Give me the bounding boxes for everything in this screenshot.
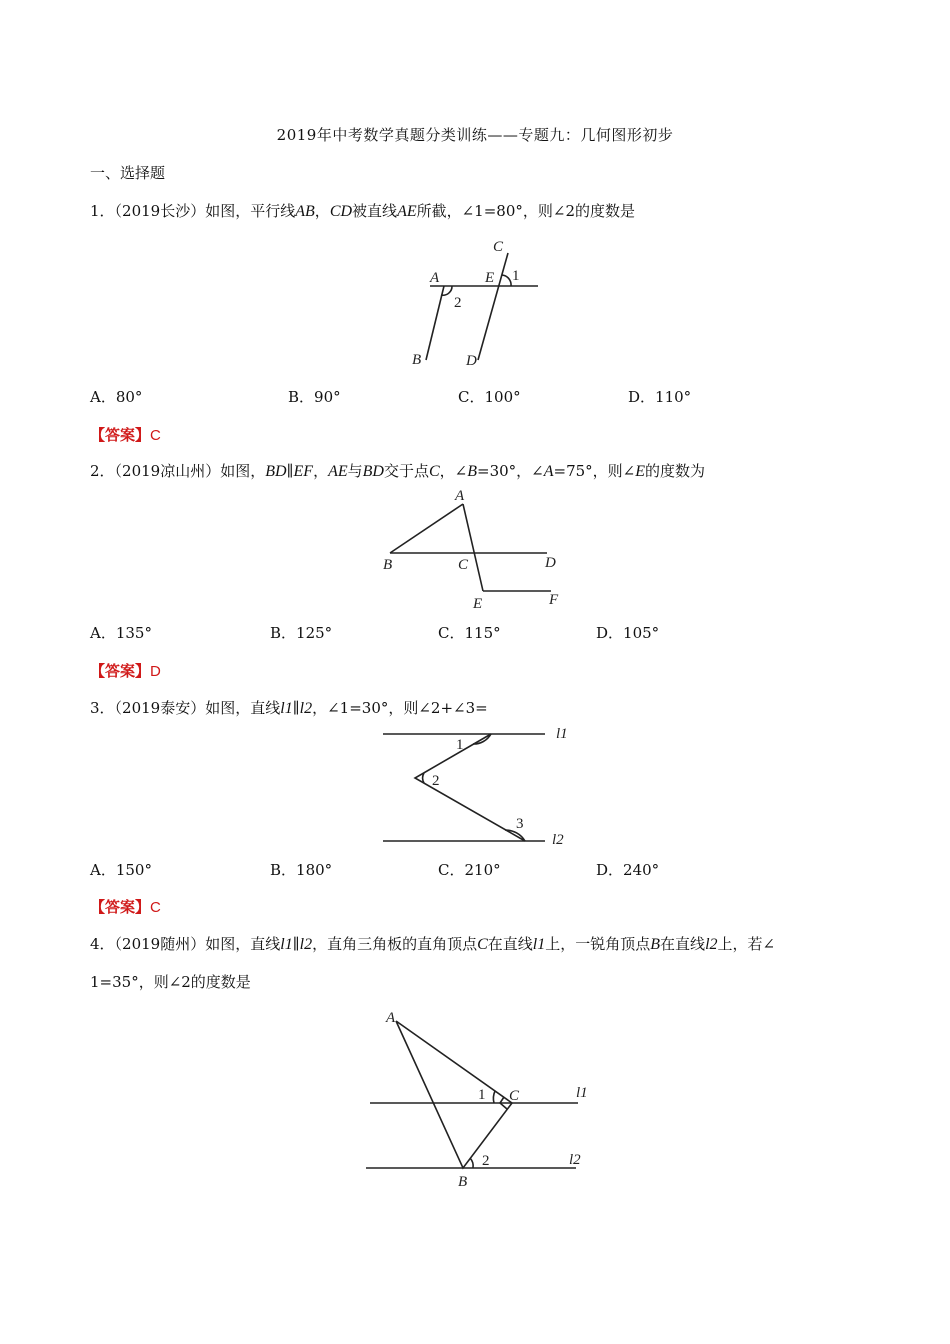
section-heading: 一、选择题: [90, 164, 166, 182]
label-a: A: [430, 270, 440, 286]
math-var: l2: [705, 936, 718, 953]
question-number: 2．: [90, 462, 115, 480]
math-var: C: [477, 936, 488, 953]
question-source: （2019泰安）: [114, 699, 206, 717]
math-var: AE: [397, 203, 417, 220]
label-b: B: [412, 352, 422, 368]
math-var: EF: [293, 463, 314, 480]
option-b[interactable]: B．125°: [270, 624, 333, 642]
answer-2: [90, 660, 161, 681]
math-var: A: [543, 463, 554, 480]
angle-1-arc: [502, 275, 511, 286]
text-segment: 所截，∠1=80°，则∠2的度数是: [416, 202, 635, 220]
question-1-text: [90, 200, 635, 221]
math-var: l2: [299, 700, 313, 717]
label-b: B: [458, 1174, 468, 1190]
label-a: A: [455, 488, 465, 504]
option-b[interactable]: B．90°: [288, 388, 341, 406]
text-segment: 在直线: [487, 935, 533, 953]
math-var: l1: [532, 936, 546, 953]
answer-value: C: [150, 899, 161, 916]
label-a: A: [386, 1010, 396, 1026]
label-l2: l2: [552, 832, 564, 848]
label-1: 1: [478, 1087, 486, 1103]
figure-question-2: [375, 485, 575, 615]
answer-value: C: [150, 427, 161, 444]
text-segment: 如图，: [220, 462, 266, 480]
angle-1-arc: [493, 1091, 495, 1103]
label-d: D: [545, 555, 556, 571]
question-2-options: [90, 622, 870, 644]
text-segment: ，: [313, 462, 329, 480]
math-var: B: [650, 936, 661, 953]
question-3-text: [90, 697, 488, 718]
page-title: 2019年中考数学真题分类训练——专题九：几何图形初步: [276, 126, 674, 144]
math-var: CD: [329, 203, 353, 220]
text-segment: 被直线: [352, 202, 398, 220]
text-segment: ∥: [292, 935, 300, 953]
question-number: 3．: [90, 699, 115, 717]
question-3-options: [90, 859, 870, 881]
label-l1: l1: [556, 726, 568, 742]
option-d[interactable]: D．110°: [628, 388, 692, 406]
question-number: 1．: [90, 202, 115, 220]
option-d[interactable]: D．105°: [596, 624, 660, 642]
text-segment: ，∠1=30°，则∠2+∠3=: [312, 699, 488, 717]
text-segment: 在直线: [660, 935, 706, 953]
option-b[interactable]: B．180°: [270, 861, 333, 879]
figure-question-3: [380, 722, 580, 852]
question-2-text: [90, 460, 705, 481]
answer-label: 【答案】: [90, 662, 151, 680]
text-segment: 上，一锐角顶点: [545, 935, 651, 953]
text-segment: ∥: [286, 462, 294, 480]
option-c[interactable]: C．210°: [438, 861, 501, 879]
label-1: 1: [456, 737, 464, 753]
option-c[interactable]: C．115°: [438, 624, 501, 642]
label-2: 2: [454, 295, 462, 311]
label-c: C: [458, 557, 469, 573]
angle-2-arc: [423, 773, 424, 783]
question-source: （2019随州）: [114, 935, 206, 953]
math-var: l1: [280, 700, 293, 717]
label-2: 2: [432, 773, 440, 789]
question-4-text: [90, 933, 775, 954]
label-c: C: [509, 1088, 520, 1104]
math-var: BD: [265, 463, 287, 480]
math-var: AB: [295, 203, 315, 220]
line-ba: [390, 504, 463, 553]
question-number: 4．: [90, 935, 115, 953]
math-var: BD: [362, 463, 384, 480]
label-e: E: [473, 596, 483, 612]
math-var: AE: [328, 463, 348, 480]
text-segment: =30°，∠: [477, 462, 544, 480]
text-segment: 与: [347, 462, 363, 480]
answer-3: [90, 896, 161, 917]
text-segment: 如图，直线: [205, 699, 281, 717]
figure-question-4: [360, 1005, 600, 1195]
angle-2-arc: [470, 1158, 473, 1168]
text-segment: ，∠: [439, 462, 468, 480]
text-segment: 上，若∠: [717, 935, 776, 953]
text-segment: ∥: [292, 699, 300, 717]
text-segment: =75°，则∠: [553, 462, 636, 480]
math-var: C: [428, 463, 440, 480]
label-l1: l1: [576, 1085, 588, 1101]
label-2: 2: [482, 1153, 490, 1169]
question-source: （2019凉山州）: [114, 462, 221, 480]
text-segment: 如图，直线: [205, 935, 281, 953]
question-1-options: [90, 386, 870, 408]
answer-value: D: [150, 663, 161, 680]
answer-label: 【答案】: [90, 898, 151, 916]
text-segment: 的度数为: [645, 462, 706, 480]
math-var: E: [635, 463, 646, 480]
option-a[interactable]: A．80°: [90, 388, 143, 406]
label-f: F: [549, 592, 559, 608]
text-segment: ，: [314, 202, 330, 220]
text-segment: ，直角三角板的直角顶点: [312, 935, 478, 953]
question-source: （2019长沙）: [114, 202, 206, 220]
text-segment: 如图，平行线: [205, 202, 296, 220]
question-4-text-line2: 1=35°，则∠2的度数是: [90, 973, 251, 991]
text-segment: 交于点: [383, 462, 429, 480]
label-b: B: [383, 557, 393, 573]
figure-question-1: [400, 235, 560, 375]
math-var: l2: [299, 936, 313, 953]
math-var: l1: [280, 936, 293, 953]
label-1: 1: [512, 268, 520, 284]
line-ae: [463, 504, 483, 591]
label-e: E: [485, 270, 495, 286]
option-d[interactable]: D．240°: [596, 861, 660, 879]
option-a[interactable]: A．135°: [90, 624, 152, 642]
answer-1: [90, 424, 161, 445]
line-ab: [426, 286, 444, 360]
math-var: B: [467, 463, 478, 480]
option-a[interactable]: A．150°: [90, 861, 152, 879]
answer-label: 【答案】: [90, 426, 151, 444]
label-c: C: [493, 239, 504, 255]
label-3: 3: [516, 816, 524, 832]
label-d: D: [466, 353, 477, 369]
option-c[interactable]: C．100°: [458, 388, 521, 406]
label-l2: l2: [569, 1152, 581, 1168]
